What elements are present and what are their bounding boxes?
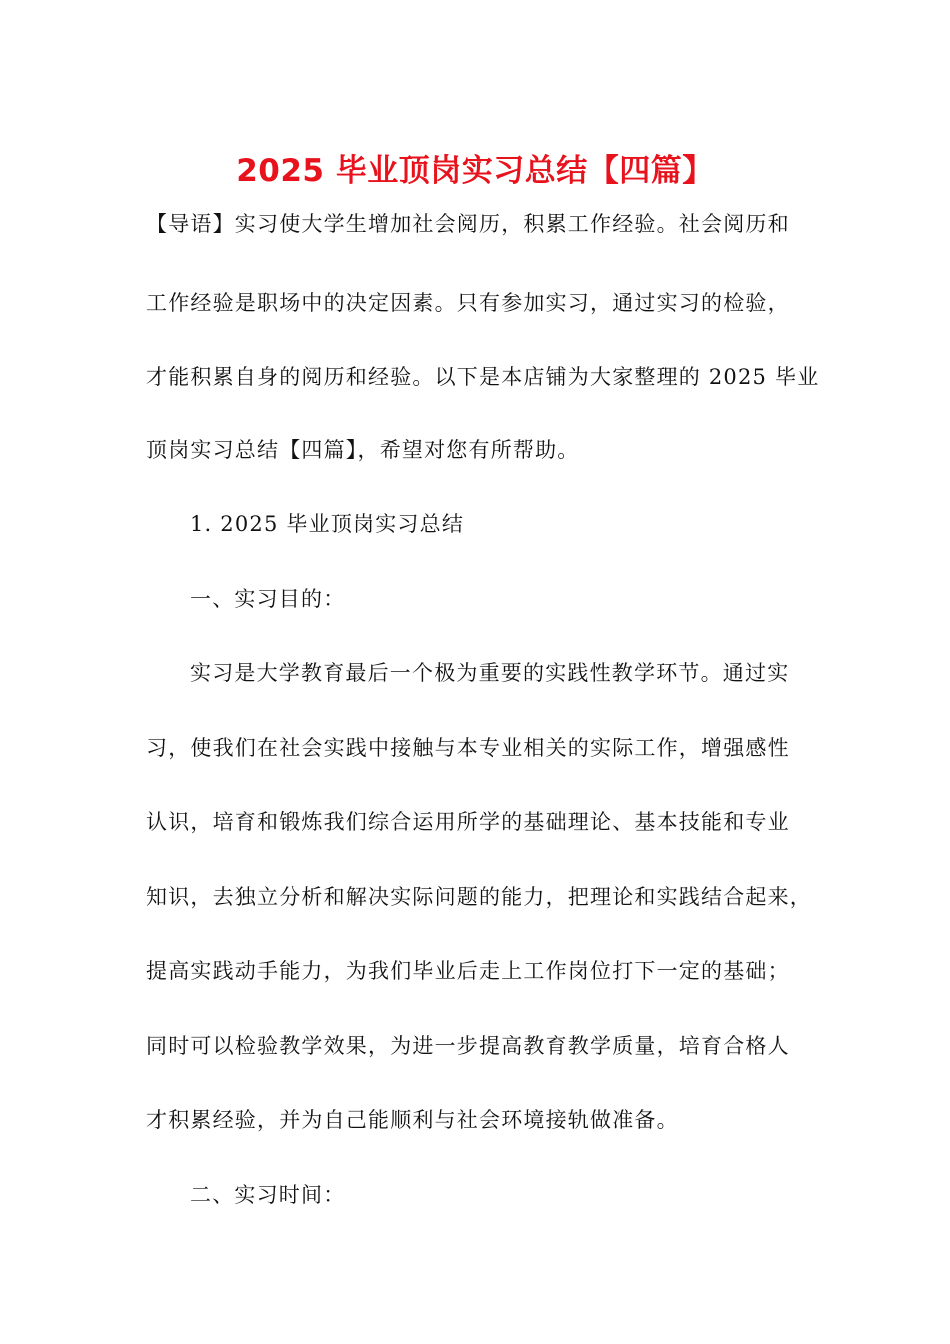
intro-line-4: 顶岗实习总结【四篇】，希望对您有所帮助。 [146,438,580,462]
paragraph-line-5: 提高实践动手能力，为我们毕业后走上工作岗位打下一定的基础； [146,959,790,983]
paragraph-line-2: 习，使我们在社会实践中接触与本专业相关的实际工作，增强感性 [146,736,790,760]
paragraph-line-4: 知识，去独立分析和解决实际问题的能力，把理论和实践结合起来， [146,885,812,909]
intro-line-1: 【导语】实习使大学生增加社会阅历，积累工作经验。社会阅历和 [146,212,790,236]
paragraph-line-6: 同时可以检验教学效果，为进一步提高教育教学质量，培育合格人 [146,1034,790,1058]
paragraph-line-7: 才积累经验，并为自己能顺利与社会环境接轨做准备。 [146,1108,679,1132]
intro-line-3: 才能积累自身的阅历和经验。以下是本店铺为大家整理的 2025 毕业 [146,365,820,389]
section-heading-1: 1. 2025 毕业顶岗实习总结 [190,512,465,536]
subheading-time: 二、实习时间： [190,1183,346,1207]
paragraph-line-1: 实习是大学教育最后一个极为重要的实践性教学环节。通过实 [190,661,790,685]
paragraph-line-3: 认识，培育和锻炼我们综合运用所学的基础理论、基本技能和专业 [146,810,790,834]
subheading-purpose: 一、实习目的： [190,587,346,611]
document-title: 2025 毕业顶岗实习总结【四篇】 [236,153,714,189]
intro-line-2: 工作经验是职场中的决定因素。只有参加实习，通过实习的检验， [146,291,790,315]
